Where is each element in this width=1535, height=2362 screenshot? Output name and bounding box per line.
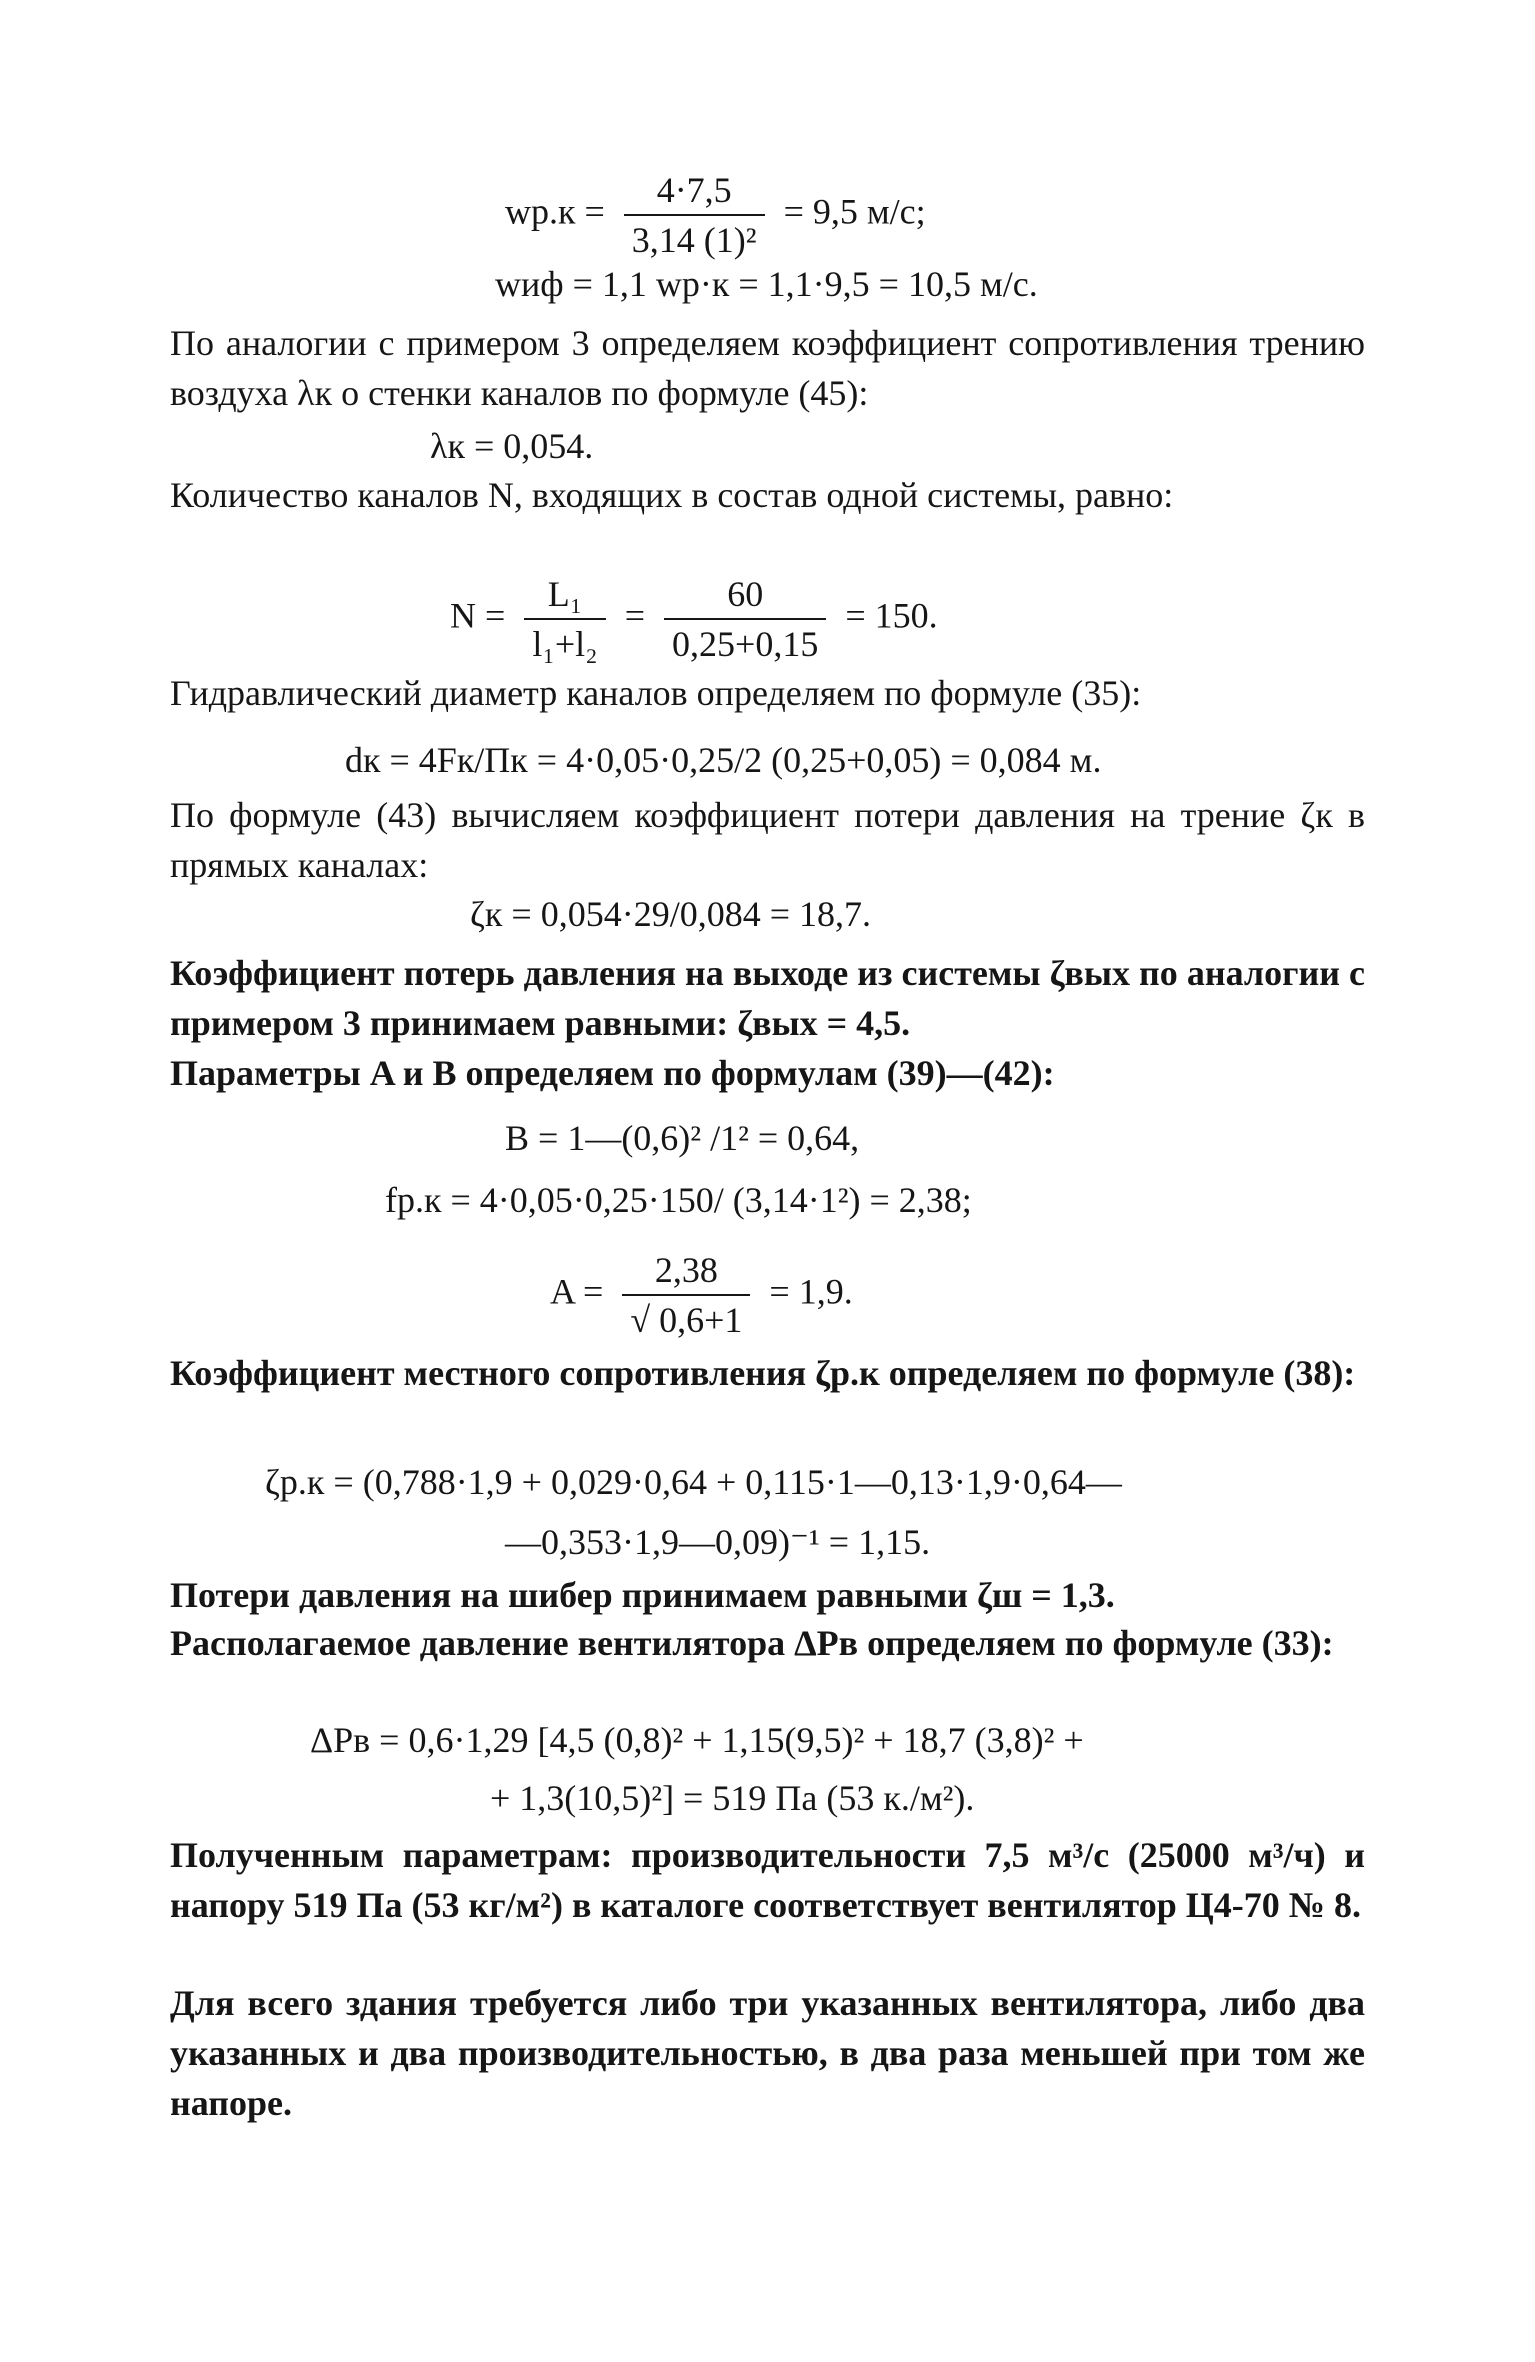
formula-N-lhs: N = <box>450 595 506 636</box>
formula-B: B = 1—(0,6)² /1² = 0,64, <box>505 1118 860 1158</box>
numerator: L₁ <box>524 572 605 620</box>
paragraph-parameters-AB: Параметры A и B определяем по формулам (39)—(42): <box>170 1053 1055 1093</box>
paragraph-friction-coefficient: По формуле (43) вычисляем коэффициент потери давления на трение ζк в прямых каналах: <box>170 795 1365 885</box>
denominator: l₁+l₂ <box>532 624 598 664</box>
formula-N <box>450 572 938 666</box>
formula-delta-p-line2: + 1,3(10,5)²] = 519 Па (53 к./м²). <box>490 1778 975 1818</box>
formula-w-if: wиф = 1,1 wр·к = 1,1·9,5 = 10,5 м/с. <box>495 264 1038 304</box>
paragraph-fan-selection: Полученным параметрам: производительности 7,5 м³/с (25000 м³/ч) и напору 519 Па (53 кг/м²) в каталоге соответствует вентилятор Ц4-70 № 8. <box>170 1835 1365 1925</box>
denominator: 0,25+0,15 <box>672 624 819 664</box>
formula-N-rhs: = 150. <box>845 595 938 636</box>
paragraph-building-requirement: Для всего здания требуется либо три указанных вентилятора, либо два указанных и два производительностью, в два раза меньшей при том же напоре. <box>170 1983 1365 2123</box>
formula-f-rk: fр.к = 4·0,05·0,25·150/ (3,14·1²) = 2,38; <box>385 1180 972 1220</box>
denominator: 3,14 (1)² <box>631 220 757 260</box>
formula-A-lhs: A = <box>550 1271 604 1312</box>
formula-w-rk-lhs: wр.к = <box>505 191 605 232</box>
paragraph-local-resistance: Коэффициент местного сопротивления ζр.к определяем по формуле (38): <box>170 1353 1356 1393</box>
numerator: 4·7,5 <box>624 168 765 216</box>
paragraph-channel-count: Количество каналов N, входящих в состав одной системы, равно: <box>170 475 1174 515</box>
fraction <box>624 168 765 262</box>
denominator: √ 0,6+1 <box>630 1300 743 1340</box>
formula-w-rk <box>505 168 926 262</box>
formula-A <box>550 1248 853 1342</box>
numerator: 60 <box>664 572 826 620</box>
fraction <box>622 1248 750 1342</box>
formula-zeta-rk-line1: ζр.к = (0,788·1,9 + 0,029·0,64 + 0,115·1—0,13·1,9·0,64— <box>265 1462 1122 1502</box>
formula-zeta-rk-line2: —0,353·1,9—0,09)⁻¹ = 1,15. <box>505 1522 931 1562</box>
formula-delta-p-line1: ΔPв = 0,6·1,29 [4,5 (0,8)² + 1,15(9,5)² + 18,7 (3,8)² + <box>310 1720 1084 1760</box>
fraction <box>524 572 605 666</box>
paragraph-fan-pressure: Располагаемое давление вентилятора ΔPв определяем по формуле (33): <box>170 1623 1334 1663</box>
formula-dk: dк = 4Fк/Пк = 4·0,05·0,25/2 (0,25+0,05) = 0,084 м. <box>345 740 1102 780</box>
paragraph-lambda: По аналогии с примером 3 определяем коэффициент сопротивления трению воздуха λк о стенки каналов по формуле (45): <box>170 323 1365 413</box>
formula-lambda: λк = 0,054. <box>430 426 594 466</box>
numerator: 2,38 <box>622 1248 750 1296</box>
formula-zeta-k: ζк = 0,054·29/0,084 = 18,7. <box>470 894 871 934</box>
formula-w-rk-rhs: = 9,5 м/с; <box>783 191 926 232</box>
formula-A-rhs: = 1,9. <box>769 1271 853 1312</box>
paragraph-hydraulic-diameter: Гидравлический диаметр каналов определяем по формуле (35): <box>170 673 1142 713</box>
paragraph-damper-loss: Потери давления на шибер принимаем равными ζш = 1,3. <box>170 1575 1115 1615</box>
paragraph-exit-loss: Коэффициент потерь давления на выходе из системы ζвых по аналогии с примером 3 принимаем равными: ζвых = 4,5. <box>170 953 1365 1043</box>
fraction <box>664 572 826 666</box>
equals-sign: = <box>624 595 646 636</box>
